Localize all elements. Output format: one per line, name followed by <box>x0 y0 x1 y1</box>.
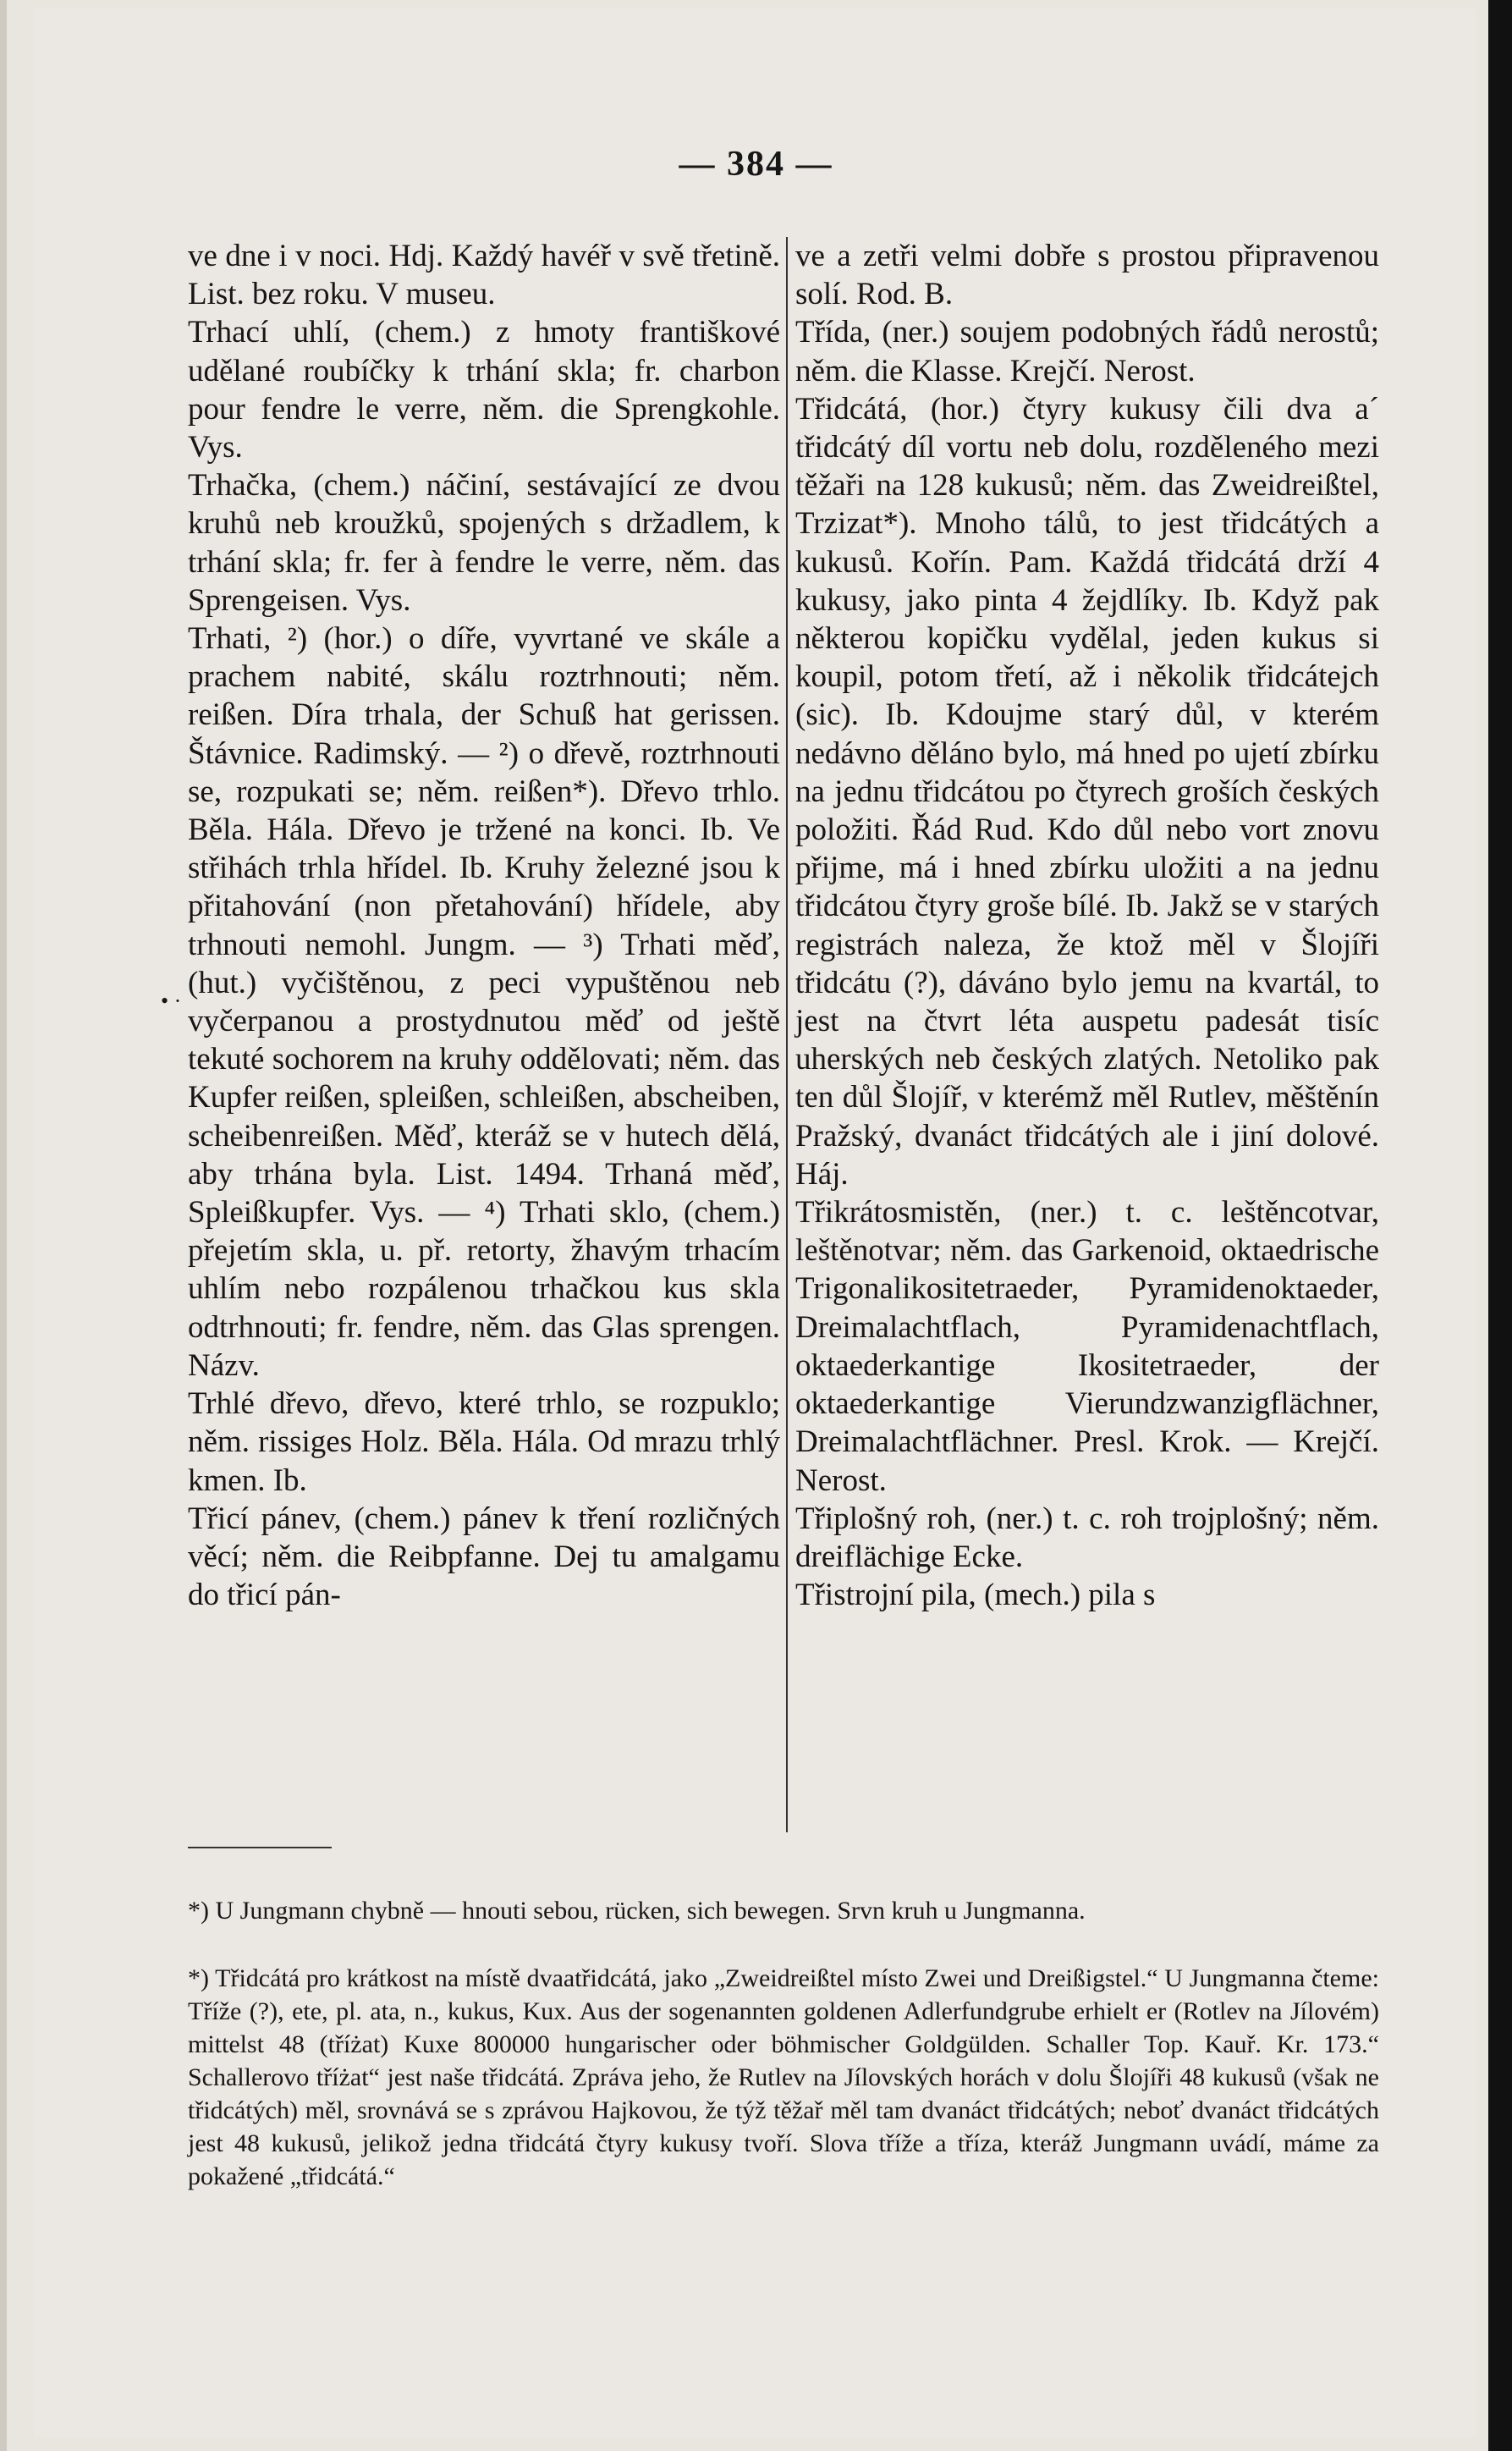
left-entry-trhacka: Trhačka, (chem.) náčiní, sestávající ze dvou kruhů neb kroužků, spojených s držadlem, k trhání skla; fr. fer à fendre le verre, něm. das Sprengeisen. Vys. <box>188 468 780 618</box>
right-scan-border <box>1488 0 1512 2451</box>
left-column <box>188 237 780 1614</box>
margin-marker: • · <box>161 989 182 1013</box>
column-divider <box>786 237 788 1832</box>
footnote-2-text: *) Třidcátá pro krátkost na místě dvaatřidcátá, jako „Zweidreißtel místo Zwei und Dreißigstel.“ U Jungmanna čteme: Tříže (?), ete, pl. ata, n., kukus, Kux. Aus der sogenannten goldenen Adlerfundgrube erhielt er (Rotlev na Jílovém) mittelst 48 (tříżat) Kuxe 800000 hungarischer oder böhmischer Goldgülden. Schaller Top. Kauř. Kr. 173.“ Schallerovo tříżat“ jest naše třidcátá. Zpráva jeho, že Rutlev na Jílovských horách v dolu Šlojíři 48 kukusů (však ne třidcátých) měl, srovnává se s zprávou Hajkovou, že týž těžař měl tam dvanáct třidcátých; neboť dvanáct třidcátých jest 48 kukusů, jelikož jedna třidcátá čtyry kukusy tvoří. Slova tříže a tříza, kteráž Jungmann uvádí, máme za pokažené „třidcátá.“ <box>188 1964 1379 2190</box>
right-entry-triplosny-roh: Třiplošný roh, (ner.) t. c. roh trojplošný; něm. dreiflächige Ecke. <box>795 1501 1379 1574</box>
right-entry-tridcata: Třidcátá, (hor.) čtyry kukusy čili dva a´ třidcátý díl vortu neb dolu, rozděleného mezi těžaři na 128 kukusů; něm. das Zweidreißtel, Trzizat*). Mnoho tálů, to jest třidcátých a kukusů. Kořín. Pam. Každá třidcátá drží 4 kukusy, jako pinta 4 žejdlíky. Ib. Když pak některou kopičku vydělal, jeden kukus si koupil, potom třetí, až i několik třidcátejch (sic). Ib. Kdoujme starý důl, v kterém nedávno děláno bylo, má hned po ujetí zbírku na jednu třidcátou po čtyrech groších českých položiti. Řád Rud. Kdo důl nebo vort znovu přijme, má i hned zbírku uložiti a na jednu třidcátou čtyry groše bílé. Ib. Jakž se v starých registrách naleza, že ktož měl v Šlojíři třidcátu (?), dáváno bylo jemu na kvartál, to jest na čtvrt léta auspetu padesát tisíc uherských neb českých zlatých. Netoliko pak ten důl Šlojíř, v kterémž měl Rutlev, měštěnín Pražský, dvanáct třidcátých ale i jiní dolové. Háj. <box>795 391 1379 1192</box>
left-paragraph-1: ve dne i v noci. Hdj. Každý havéř v svě třetině. List. bez roku. V museu. <box>188 239 780 312</box>
footnote-1 <box>188 1894 1379 1927</box>
left-entry-trhaci-uhli: Trhací uhlí, (chem.) z hmoty františkové udělané roubíčky k trhání skla; fr. charbon pour fendre le verre, něm. die Sprengkohle. Vys. <box>188 315 780 465</box>
right-entry-trikratosmisten: Třikrátosmistěn, (ner.) t. c. leštěncotvar, leštěnotvar; něm. das Garkenoid, oktaedrische Trigonalikositetraeder, Pyramidenoktaeder, Dreimalachtflach, Pyramidenachtflach, oktaederkantige Ikositetraeder, der oktaederkantige Vierundzwanzigflächner, Dreimalachtflächner. Presl. Krok. — Krejčí. Nerost. <box>795 1195 1379 1498</box>
right-paragraph-1: ve a zetři velmi dobře s prostou připravenou solí. Rod. B. <box>795 239 1379 312</box>
footnote-2 <box>188 1962 1379 2193</box>
page-number: — 384 — <box>679 145 833 184</box>
left-entry-trhle-drevo: Trhlé dřevo, dřevo, které trhlo, se rozpuklo; něm. rissiges Holz. Běla. Hála. Od mrazu trhlý kmen. Ib. <box>188 1386 780 1498</box>
right-entry-trida: Třída, (ner.) soujem podobných řádů nerostů; něm. die Klasse. Krejčí. Nerost. <box>795 315 1379 388</box>
left-page-edge <box>0 0 7 2451</box>
footnote-1-text: *) U Jungmann chybně — hnouti sebou, rücken, sich bewegen. Srvn kruh u Jungmanna. <box>188 1897 1086 1925</box>
left-entry-trhati: Trhati, ²) (hor.) o díře, vyvrtané ve skále a prachem nabité, skálu roztrhnouti; něm. reißen. Díra trhala, der Schuß hat gerissen. Štávnice. Radimský. — ²) o dřevě, roztrhnouti se, rozpukati se; něm. reißen*). Dřevo trhlo. Běla. Hála. Dřevo je tržené na konci. Ib. Ve střihách trhla hřídel. Ib. Kruhy železné jsou k přitahování (non přetahování) hřídele, aby trhnouti nemohl. Jungm. — ³) Trhati měď, (hut.) vyčištěnou, z peci vypuštěnou neb vyčerpanou a prostydnutou měď od ještě tekuté sochorem na kruhy oddělovati; něm. das Kupfer reißen, spleißen, schleißen, abscheiben, scheibenreißen. Měď, kteráž se v hutech dělá, aby trhána byla. List. 1494. Trhaná měď, Spleißkupfer. Vys. — ⁴) Trhati sklo, (chem.) přejetím skla, u. př. retorty, žhavým trhacím uhlím nebo rozpálenou trhačkou kus skla odtrhnouti; fr. fendre, něm. das Glas sprengen. Názv. <box>188 621 780 1383</box>
left-entry-trici-panev: Třicí pánev, (chem.) pánev k tření rozličných věcí; něm. die Reibpfanne. Dej tu amalgamu do třicí pán- <box>188 1501 780 1613</box>
footnote-rule <box>188 1847 332 1848</box>
right-entry-tristrojni-pila: Třistrojní pila, (mech.) pila s <box>795 1578 1156 1613</box>
right-column <box>795 237 1379 1614</box>
